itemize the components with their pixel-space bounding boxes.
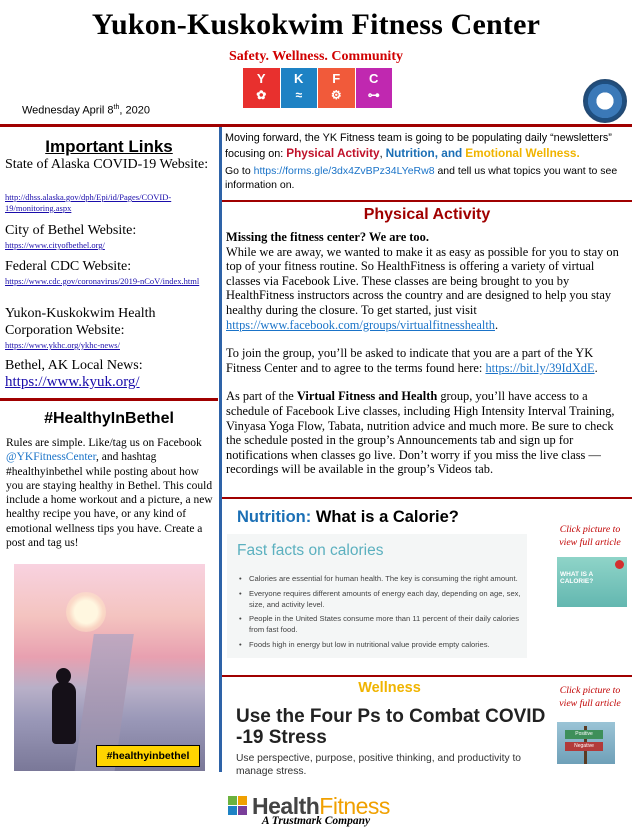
tile-c <box>356 68 394 108</box>
healthfitness-mark-icon <box>228 796 248 816</box>
tile-f <box>318 68 356 108</box>
list-item: • Calories are essential for human health. The key is consuming the right amount. <box>249 574 521 585</box>
runner-silhouette <box>52 682 76 744</box>
header-divider <box>0 124 632 127</box>
tile-y <box>243 68 281 108</box>
calorie-article-thumbnail[interactable]: WHAT IS A CALORIE? <box>557 557 627 607</box>
positive-sign: Positive <box>565 730 603 739</box>
survey-text: Go to https://forms.gle/3dx4ZvBPz34LYeRw8 and tell us what topics you want to see information on. <box>225 165 618 191</box>
link-label-kyuk: Bethel, AK Local News: <box>5 358 143 373</box>
wellness-article-summary: Use perspective, purpose, positive thinking, and productivity to manage stress. <box>236 753 522 777</box>
facebook-group-link[interactable]: https://www.facebook.com/groups/virtualfitnesshealth <box>226 317 495 332</box>
tile-letter: C <box>369 71 379 86</box>
survey-form-link[interactable]: https://forms.gle/3dx4ZvBPz34LYeRw8 <box>253 165 435 177</box>
organization-seal-icon <box>583 79 627 123</box>
links-divider <box>0 398 218 401</box>
physical-activity-heading: Physical Activity <box>363 206 491 223</box>
link-label-bethel: City of Bethel Website: <box>5 223 137 238</box>
physical-activity-body: Missing the fitness center? We are too. While we are away, we wanted to make it as easy as possible for you to stay on top of your fitness routine. So HealthFitness is offering a variety of virtual classes via Facebook Live. These classes are being brought to you by HealthFitness instructors across the country and are designed to help you stay healthy during the closure. To get started, just visit https://www.facebook.com/groups/virtualfitnesshealth. To join the group, you’ll be asked to indicate that you are a part of the YK Fitness Center and to agree to the terms found here: https://bit.ly/39IdXdE. As part of the Virtual Fitness and Health group, you’ll have access to a schedule of Facebook Live classes, including High Intensity Interval Training, Vinyasa Yoga Flow, Tabata, nutrition advice and much more. Be sure to check the schedule posted in the group’s Announcements tab and sign up for notifications when classes go live. Don’t worry if you miss the live class — recordings will be available in the group’s Videos tab. <box>226 230 619 477</box>
lead-sentence: Missing the fitness center? We are too. <box>226 230 429 244</box>
bicycle-icon: ⚙ <box>330 88 342 102</box>
section-divider <box>222 497 632 499</box>
trustmark-tagline: A Trustmark Company <box>261 815 371 827</box>
sun-glow <box>66 592 106 632</box>
healthfitness-logo: HealthFitness <box>252 793 390 819</box>
runner-photo <box>14 564 205 771</box>
ykfc-logo-tiles <box>243 68 393 108</box>
badge-dot-icon <box>615 560 624 569</box>
link-city-bethel[interactable]: https://www.cityofbethel.org/ <box>5 240 105 250</box>
meditation-icon: ✿ <box>256 88 267 102</box>
list-item: • People in the United States consume more than 11 percent of their daily calories from fast food. <box>249 614 521 636</box>
wellness-click-note: Click picture to view full article <box>559 685 621 709</box>
link-label-alaska: State of Alaska COVID-19 Website: <box>5 157 209 172</box>
link-label-ykhc: Yukon-Kuskokwim Health Corporation Website: <box>5 306 156 338</box>
issue-date: Wednesday April 8th, 2020 <box>22 104 150 117</box>
tile-letter: K <box>294 71 304 86</box>
list-item: • Foods high in energy but low in nutritional value provide empty calories. <box>249 640 521 651</box>
tagline: Safety. Wellness. Community <box>229 49 403 64</box>
link-label-cdc: Federal CDC Website: <box>5 259 132 274</box>
wellness-heading: Wellness <box>358 680 421 696</box>
page-title: Yukon-Kuskokwim Fitness Center <box>91 8 541 41</box>
link-kyuk[interactable]: https://www.kyuk.org/ <box>5 374 140 390</box>
link-alaska-covid[interactable]: http://dhss.alaska.gov/dph/Epi/id/Pages/COVID-19/monitoring.aspx <box>5 192 172 213</box>
link-cdc[interactable]: https://www.cdc.gov/coronavirus/2019-nCoV/index.html <box>5 276 200 286</box>
facts-list <box>249 574 521 655</box>
nutrition-heading: Nutrition: What is a Calorie? <box>237 508 459 526</box>
wellness-article-headline[interactable]: Use the Four Ps to Combat COVID -19 Stress <box>236 706 546 748</box>
section-divider <box>222 675 632 677</box>
nutrition-click-note: Click picture to view full article <box>559 524 621 548</box>
link-ykhc[interactable]: https://www.ykhc.org/ykhc-news/ <box>5 340 120 350</box>
calorie-article-image[interactable] <box>227 534 527 658</box>
hashtag-badge: #healthyinbethel <box>96 745 200 767</box>
negative-sign: Negative <box>565 742 603 751</box>
wellness-article-thumbnail[interactable] <box>557 722 615 764</box>
tile-letter: F <box>332 71 341 86</box>
links-heading: Important Links <box>45 137 173 156</box>
facebook-handle-link[interactable]: @YKFitnessCenter <box>6 451 96 464</box>
section-divider <box>222 200 632 202</box>
list-item: • Everyone requires different amounts of energy each day, depending on age, sex, size, and activity level. <box>249 589 521 611</box>
waves-icon: ≈ <box>295 88 303 102</box>
hashtag-rules: Rules are simple. Like/tag us on Facebook @YKFitnessCenter, and hashtag #healthyinbethel while posting about how you are staying healthy in Bethel. This could include a home workout and a picture, a new healthy recipe you have, or any kind of emotional wellness tips you have. Create a post and tag us! <box>6 437 213 550</box>
tile-letter: Y <box>256 71 266 86</box>
intro-text: Moving forward, the YK Fitness team is going to be populating daily “newsletters” focusing on: Physical Activity, Nutrition, and Emotional Wellness. <box>225 132 612 160</box>
healthy-heading: #HealthyInBethel <box>44 410 174 427</box>
card-title: Fast facts on calories <box>237 542 384 559</box>
dumbbell-icon: ⊶ <box>367 88 380 102</box>
tile-k <box>281 68 319 108</box>
terms-link[interactable]: https://bit.ly/39IdXdE <box>485 360 595 375</box>
